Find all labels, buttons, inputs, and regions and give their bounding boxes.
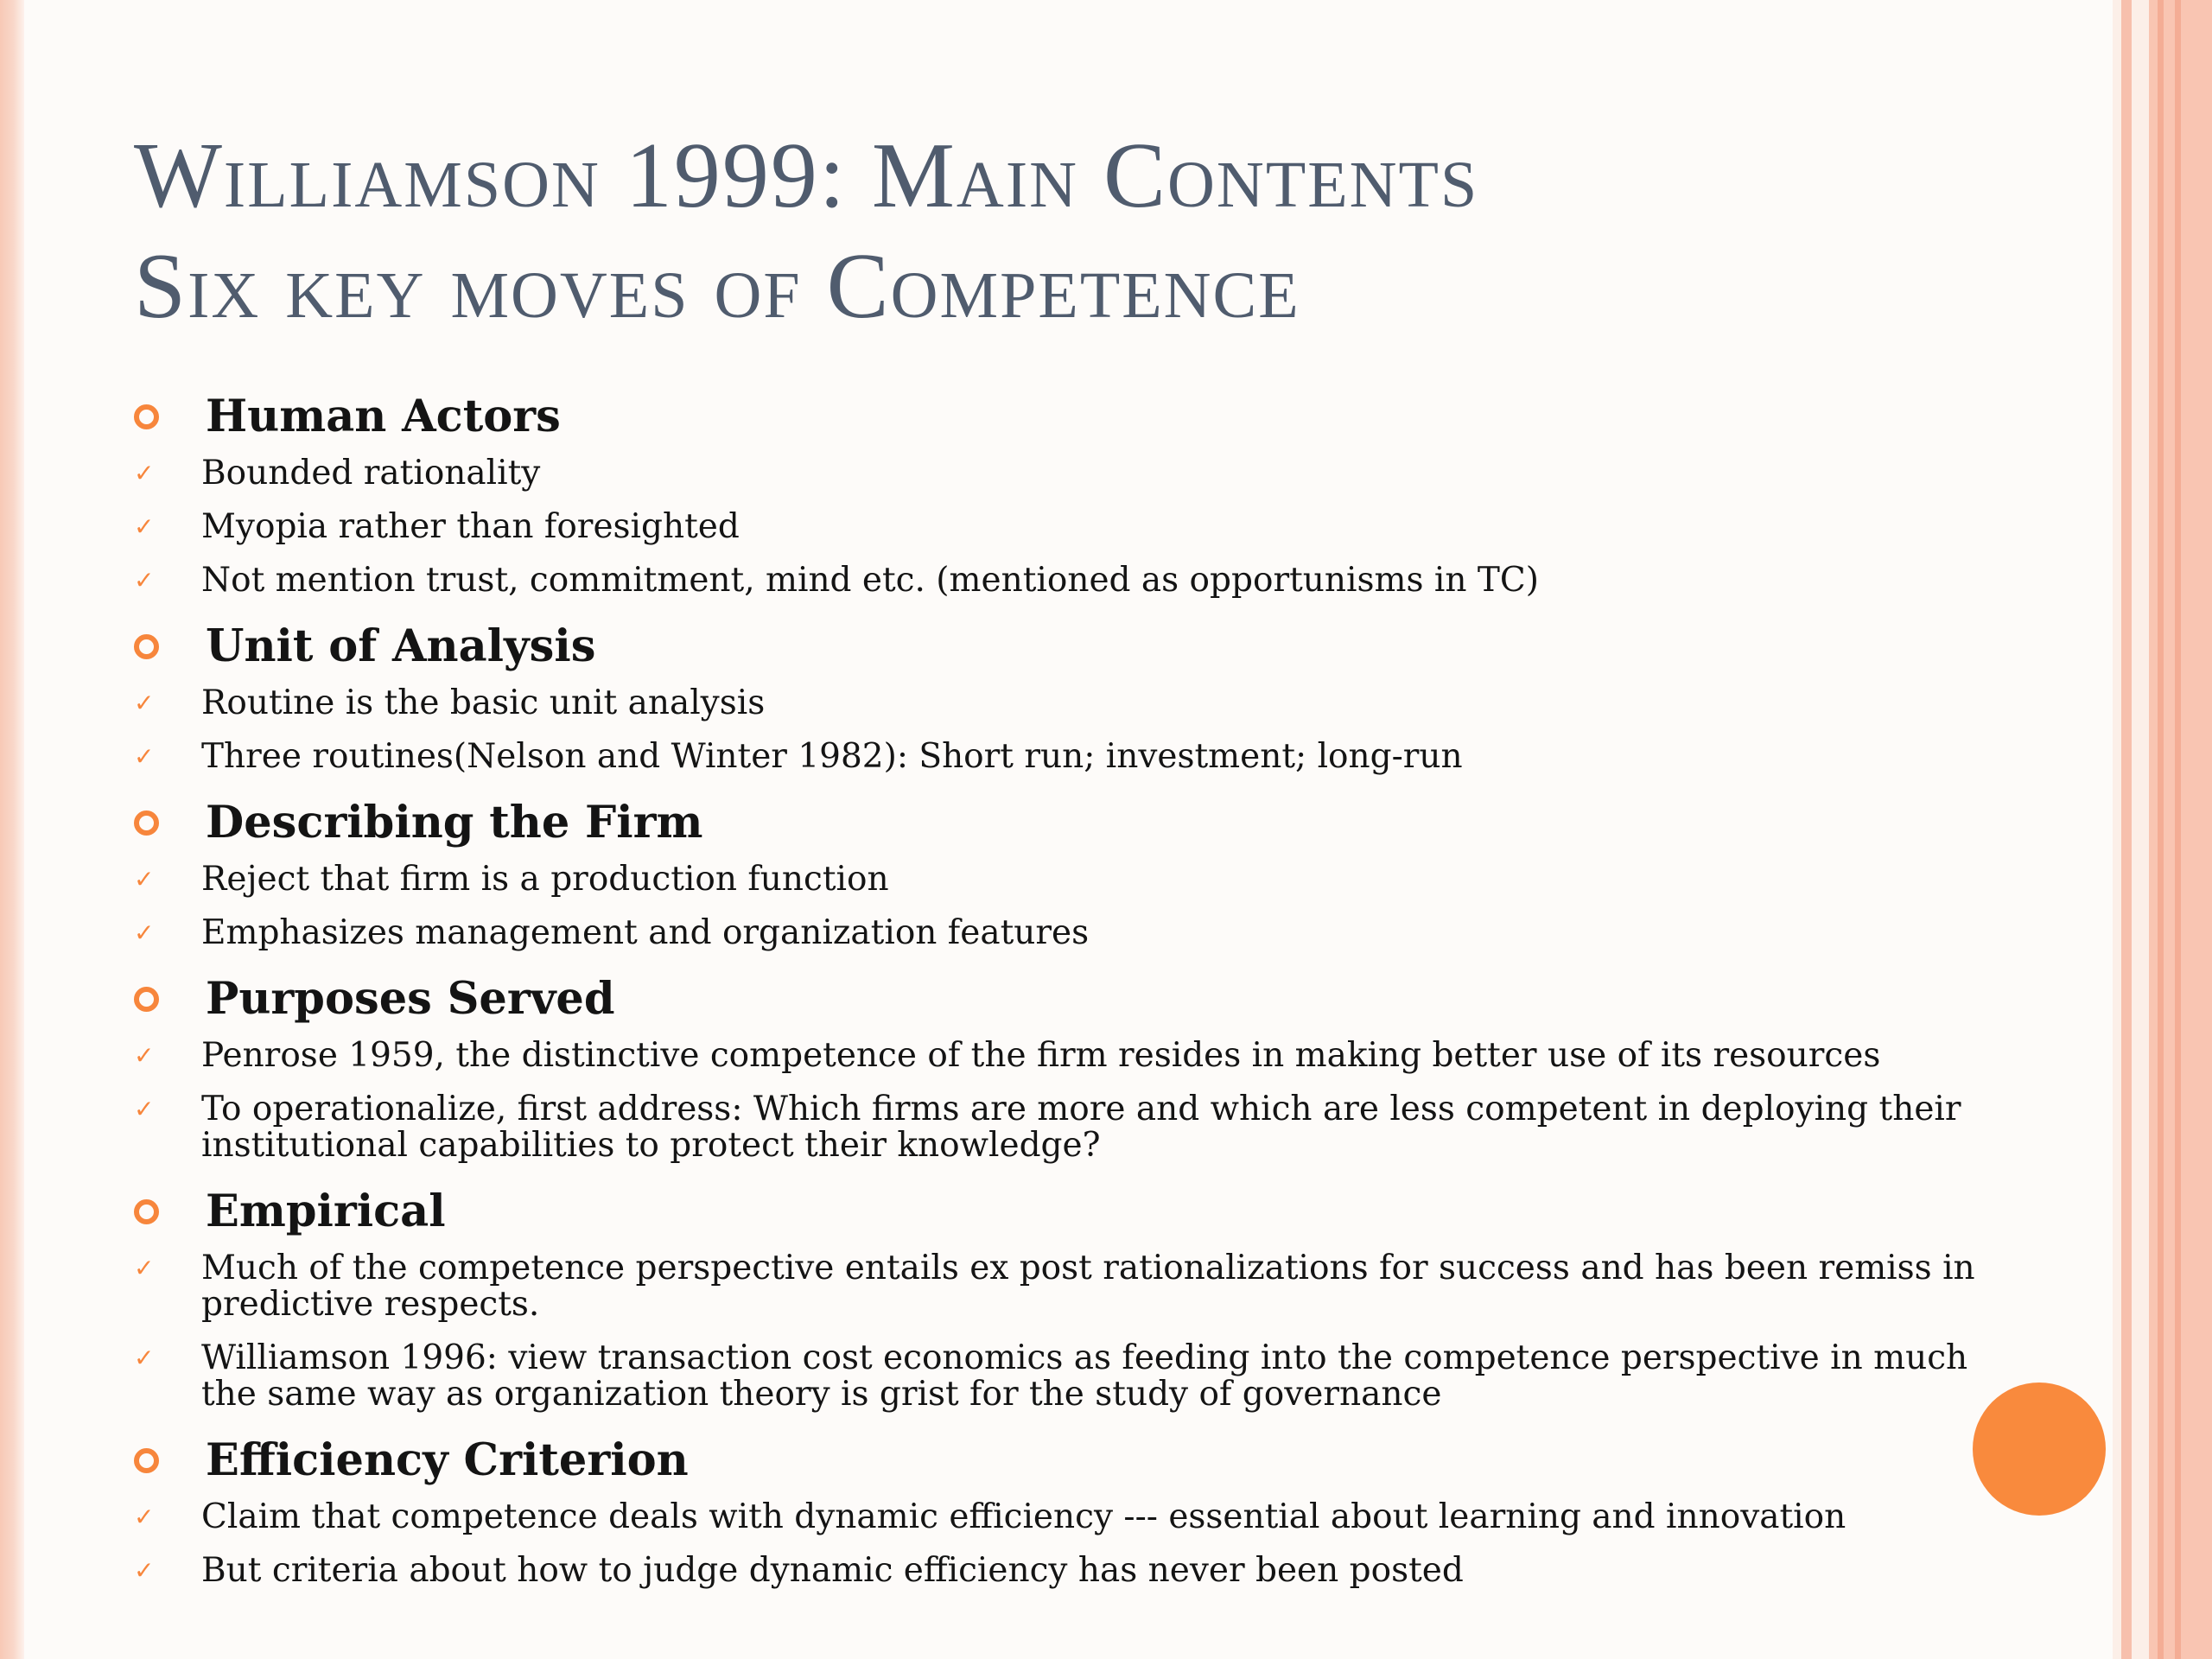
section-heading-label: Empirical xyxy=(206,1185,446,1237)
check-icon: ✓ xyxy=(134,512,155,541)
left-border-stripe xyxy=(0,0,24,1659)
check-icon: ✓ xyxy=(134,566,155,594)
check-icon: ✓ xyxy=(134,1254,155,1282)
bullet-text: Three routines(Nelson and Winter 1982): Short run; investment; long-run xyxy=(201,737,1463,776)
bullet-point xyxy=(134,915,1983,951)
title-line-2: Six key moves of Competence xyxy=(134,235,1300,338)
frame-line xyxy=(2175,0,2181,1659)
check-icon: ✓ xyxy=(134,1095,155,1123)
frame-line xyxy=(2121,0,2132,1659)
ring-icon xyxy=(134,1199,159,1224)
check-icon: ✓ xyxy=(134,1556,155,1585)
section-heading xyxy=(134,1430,1983,1491)
ring-icon xyxy=(134,634,159,659)
bullet-point xyxy=(134,563,1983,599)
section-heading xyxy=(134,616,1983,677)
check-icon: ✓ xyxy=(134,1344,155,1372)
ring-icon xyxy=(134,404,159,429)
section-heading-label: Describing the Firm xyxy=(206,797,703,849)
bullet-text: Much of the competence perspective entails ex post rationalizations for success and has been remiss in predictive respects. xyxy=(201,1249,1975,1324)
bullet-point xyxy=(134,1091,1983,1164)
check-icon: ✓ xyxy=(134,459,155,487)
bullet-point xyxy=(134,1250,1983,1323)
section-heading-label: Efficiency Criterion xyxy=(206,1434,689,1486)
bullet-text: Penrose 1959, the distinctive competence of the firm resides in making better use of its resources xyxy=(201,1036,1881,1075)
bullet-text: Emphasizes management and organization features xyxy=(201,913,1090,952)
check-icon: ✓ xyxy=(134,689,155,717)
check-icon: ✓ xyxy=(134,918,155,947)
bullet-point xyxy=(134,739,1983,775)
ring-icon xyxy=(134,987,159,1012)
bullet-text: Bounded rationality xyxy=(201,454,541,493)
bullet-point xyxy=(134,1038,1983,1074)
bullet-text: Williamson 1996: view transaction cost economics as feeding into the competence perspective in much the same way as organization theory is grist for the study of governance xyxy=(201,1338,1968,1414)
bullet-text: But criteria about how to judge dynamic efficiency has never been posted xyxy=(201,1551,1464,1590)
check-icon: ✓ xyxy=(134,1041,155,1070)
bullet-point xyxy=(134,861,1983,898)
slide-title xyxy=(134,121,1478,342)
decorative-orange-circle xyxy=(1973,1382,2106,1516)
check-icon: ✓ xyxy=(134,742,155,771)
title-line-1: Williamson 1999: Main Contents xyxy=(134,124,1479,227)
check-icon: ✓ xyxy=(134,865,155,893)
right-border-frame xyxy=(2113,0,2212,1659)
bullet-point xyxy=(134,455,1983,492)
bullet-text: Myopia rather than foresighted xyxy=(201,507,740,546)
bullet-text: Routine is the basic unit analysis xyxy=(201,683,766,722)
frame-line xyxy=(2158,0,2164,1659)
bullet-text: Reject that firm is a production function xyxy=(201,860,889,899)
bullet-point xyxy=(134,509,1983,545)
bullet-text: Not mention trust, commitment, mind etc. (mentioned as opportunisms in TC) xyxy=(201,561,1539,600)
section-heading xyxy=(134,1181,1983,1242)
section-heading xyxy=(134,386,1983,447)
bullet-text: Claim that competence deals with dynamic efficiency --- essential about learning and innovation xyxy=(201,1497,1847,1536)
bullet-point xyxy=(134,1553,1983,1589)
section-heading xyxy=(134,969,1983,1029)
ring-icon xyxy=(134,810,159,836)
section-heading-label: Unit of Analysis xyxy=(206,620,596,672)
section-heading-label: Human Actors xyxy=(206,391,561,442)
section-heading-label: Purposes Served xyxy=(206,973,615,1025)
slide-content xyxy=(134,385,1983,1606)
bullet-point xyxy=(134,1499,1983,1535)
section-heading xyxy=(134,792,1983,853)
bullet-point xyxy=(134,1340,1983,1413)
ring-icon xyxy=(134,1448,159,1473)
bullet-point xyxy=(134,685,1983,721)
bullet-text: To operationalize, first address: Which firms are more and which are less competent in deploying their institutional capabilities to protect their knowledge? xyxy=(201,1090,1961,1165)
check-icon: ✓ xyxy=(134,1503,155,1531)
